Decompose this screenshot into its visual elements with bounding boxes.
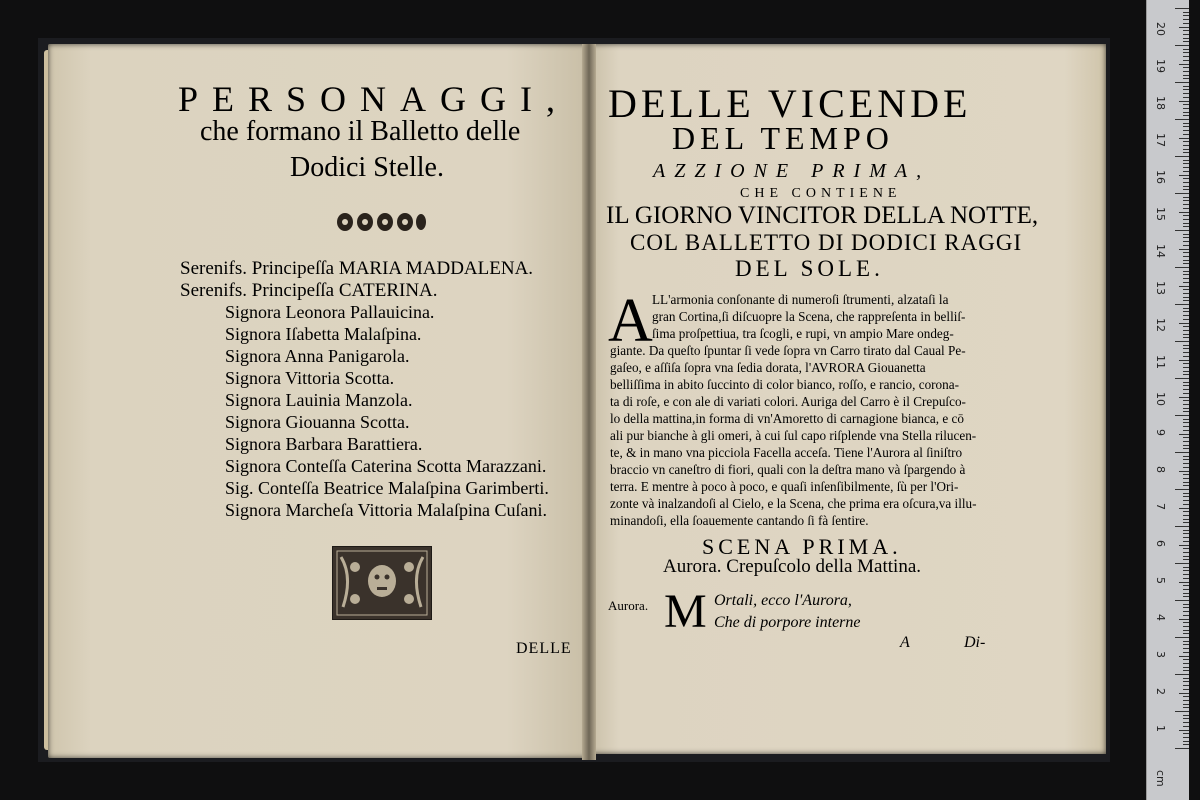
body-line: lo della mattina,in forma di vn'Amoretto di carnagione bianca, e cō <box>610 411 964 426</box>
ruler-tick <box>1183 478 1189 479</box>
ruler-tick <box>1175 45 1189 46</box>
ruler-tick <box>1179 360 1189 361</box>
ruler-tick <box>1183 86 1189 87</box>
ruler-label: 12 <box>1154 318 1167 332</box>
ruler-tick <box>1183 493 1189 494</box>
right-title-line3: AZZIONE PRIMA, <box>653 160 931 182</box>
ruler-tick <box>1183 633 1189 634</box>
ruler-tick <box>1183 667 1189 668</box>
ruler-tick <box>1179 27 1189 28</box>
ruler-tick <box>1183 200 1189 201</box>
ruler-label: 10 <box>1154 392 1167 406</box>
ruler-tick <box>1183 12 1189 13</box>
ruler-tick <box>1183 215 1189 216</box>
ruler-tick <box>1183 696 1189 697</box>
ruler-tick <box>1179 508 1189 509</box>
ruler-tick <box>1183 56 1189 57</box>
ruler-tick <box>1183 223 1189 224</box>
body-line: te, & in mano vna picciola Facella acceſa. Tiene l'Aurora al ſiniſtro <box>610 445 963 460</box>
ruler-tick <box>1175 119 1189 120</box>
ruler-label: 1 <box>1154 725 1167 732</box>
body-line: terra. E mentre à poco à poco, e quaſi inſenſibilmente, ſù per l'Ori- <box>610 479 959 494</box>
ruler-tick <box>1183 389 1189 390</box>
ruler-tick <box>1183 437 1189 438</box>
ruler-tick <box>1183 400 1189 401</box>
body-line: zonte và inalzandoſi al Cielo, e la Scena, che prima era oſcura,va illu- <box>610 496 977 511</box>
ruler-tick <box>1179 101 1189 102</box>
ruler-unit: cm <box>1154 770 1167 787</box>
ruler-tick <box>1183 556 1189 557</box>
ruler-label: 8 <box>1154 466 1167 473</box>
ruler-tick <box>1179 323 1189 324</box>
ruler-tick <box>1183 97 1189 98</box>
ruler-tick <box>1183 75 1189 76</box>
ruler-tick <box>1183 282 1189 283</box>
character-line: Signora Vittoria Scotta. <box>225 368 395 388</box>
ruler-tick <box>1183 482 1189 483</box>
ruler-tick <box>1183 445 1189 446</box>
ruler-tick <box>1183 167 1189 168</box>
ruler-tick <box>1183 393 1189 394</box>
ruler-tick <box>1183 30 1189 31</box>
ruler-tick <box>1183 141 1189 142</box>
scene-heading: SCENA PRIMA. <box>702 534 902 559</box>
ruler-tick <box>1183 178 1189 179</box>
ruler-tick <box>1183 319 1189 320</box>
ruler-tick <box>1183 548 1189 549</box>
ruler-tick <box>1183 744 1189 745</box>
ruler-tick <box>1183 741 1189 742</box>
ruler-tick <box>1183 78 1189 79</box>
ruler-tick <box>1183 585 1189 586</box>
ruler-tick <box>1183 404 1189 405</box>
ruler-tick <box>1183 352 1189 353</box>
ruler-label: 18 <box>1154 96 1167 110</box>
character-line: Signora Iſabetta Malaſpina. <box>225 324 422 344</box>
ruler-tick <box>1179 397 1189 398</box>
ruler-tick <box>1183 374 1189 375</box>
ruler-tick <box>1183 474 1189 475</box>
ruler-tick <box>1183 171 1189 172</box>
ruler-tick <box>1183 337 1189 338</box>
ruler-tick <box>1179 249 1189 250</box>
ruler-tick <box>1175 304 1189 305</box>
ruler-tick <box>1183 630 1189 631</box>
ruler-tick <box>1183 108 1189 109</box>
ruler-tick <box>1183 648 1189 649</box>
character-line: Signora Marcheſa Vittoria Malaſpina Cuſani. <box>225 500 548 520</box>
ruler-tick <box>1183 641 1189 642</box>
ruler-tick <box>1183 593 1189 594</box>
ruler-tick <box>1183 663 1189 664</box>
right-title-line6: COL BALLETTO DI DODICI RAGGI <box>630 230 1023 255</box>
ruler-tick <box>1183 456 1189 457</box>
ruler-tick <box>1183 652 1189 653</box>
ruler-tick <box>1183 496 1189 497</box>
ruler-tick <box>1183 356 1189 357</box>
ruler-tick <box>1183 504 1189 505</box>
verse-initial: M <box>664 585 707 638</box>
ruler-tick <box>1179 471 1189 472</box>
left-title-line1: PERSONAGGI, <box>178 79 570 119</box>
measurement-ruler <box>1146 0 1189 800</box>
ruler-tick <box>1183 234 1189 235</box>
ruler-label: 14 <box>1154 244 1167 258</box>
ruler-tick <box>1175 711 1189 712</box>
ruler-tick <box>1179 730 1189 731</box>
ruler-label: 19 <box>1154 59 1167 73</box>
ruler-label: 3 <box>1154 651 1167 658</box>
ruler-tick <box>1183 408 1189 409</box>
ruler-tick <box>1183 681 1189 682</box>
body-line: belliſſima in abito ſuccinto di color bianco, roſſo, e rancio, corona- <box>610 377 959 392</box>
character-line: Signora Leonora Pallauicina. <box>225 302 435 322</box>
ruler-tick <box>1175 156 1189 157</box>
ruler-tick <box>1183 363 1189 364</box>
ruler-tick <box>1183 19 1189 20</box>
ruler-tick <box>1183 596 1189 597</box>
ruler-tick <box>1179 212 1189 213</box>
right-catchword: A <box>900 634 910 651</box>
ruler-tick <box>1183 252 1189 253</box>
body-line: minandoſi, ella ſoauemente cantando ſi fà ſentire. <box>610 513 869 528</box>
ruler-label: 7 <box>1154 503 1167 510</box>
ruler-label: 17 <box>1154 133 1167 147</box>
ruler-tick <box>1183 371 1189 372</box>
ruler-tick <box>1183 89 1189 90</box>
ruler-tick <box>1183 737 1189 738</box>
ruler-tick <box>1183 615 1189 616</box>
ruler-tick <box>1175 563 1189 564</box>
ruler-tick <box>1183 611 1189 612</box>
body-line: ſima proſpettiua, tra ſcogli, e rupi, vn ampio Mare ondeg- <box>652 326 954 341</box>
ruler-tick <box>1183 237 1189 238</box>
ruler-tick <box>1179 693 1189 694</box>
ruler-label: 16 <box>1154 170 1167 184</box>
ruler-tick <box>1183 463 1189 464</box>
ruler-tick <box>1183 522 1189 523</box>
ruler-tick <box>1183 467 1189 468</box>
ruler-tick <box>1183 330 1189 331</box>
ruler-tick <box>1183 500 1189 501</box>
ruler-tick <box>1183 515 1189 516</box>
body-line: LL'armonia conſonante di numeroſi ſtrumenti, alzataſi la <box>652 292 949 307</box>
ruler-label: 9 <box>1154 429 1167 436</box>
ruler-tick <box>1183 367 1189 368</box>
ruler-tick <box>1183 186 1189 187</box>
ruler-tick <box>1183 626 1189 627</box>
character-line: Serenifs. Principeſſa CATERINA. <box>180 280 438 301</box>
drop-cap-initial: A <box>608 287 653 355</box>
right-catchword: Di- <box>964 634 986 651</box>
ruler-tick <box>1183 34 1189 35</box>
body-line: gran Cortina,ſi diſcuopre la Scena, che rappreſenta in belliſ- <box>652 309 966 324</box>
ruler-tick <box>1183 130 1189 131</box>
ruler-tick <box>1183 208 1189 209</box>
ruler-tick <box>1183 134 1189 135</box>
ruler-tick <box>1183 644 1189 645</box>
ruler-label: 13 <box>1154 281 1167 295</box>
ruler-tick <box>1183 385 1189 386</box>
ruler-tick <box>1183 622 1189 623</box>
ruler-tick <box>1175 82 1189 83</box>
ruler-tick <box>1183 112 1189 113</box>
ruler-tick <box>1179 434 1189 435</box>
ruler-tick <box>1175 748 1189 749</box>
ruler-tick <box>1183 297 1189 298</box>
ruler-tick <box>1175 415 1189 416</box>
ruler-tick <box>1183 293 1189 294</box>
ruler-tick <box>1183 533 1189 534</box>
left-title-line2: che formano il Balletto delle <box>200 116 521 147</box>
ruler-tick <box>1175 637 1189 638</box>
ruler-tick <box>1183 485 1189 486</box>
ruler-tick <box>1183 726 1189 727</box>
ruler-tick <box>1183 274 1189 275</box>
ruler-tick <box>1175 600 1189 601</box>
ruler-tick <box>1183 722 1189 723</box>
woodcut-mask-ornament <box>332 546 432 620</box>
left-title-line3: Dodici Stelle. <box>290 152 444 183</box>
ruler-label: 5 <box>1154 577 1167 584</box>
ruler-tick <box>1175 378 1189 379</box>
ruler-tick <box>1183 308 1189 309</box>
ruler-tick <box>1183 126 1189 127</box>
character-line: Signora Conteſſa Caterina Scotta Marazzani. <box>225 456 547 476</box>
ruler-tick <box>1183 345 1189 346</box>
ruler-tick <box>1179 175 1189 176</box>
ruler-tick <box>1183 263 1189 264</box>
ruler-tick <box>1179 545 1189 546</box>
ruler-tick <box>1183 189 1189 190</box>
right-title-line4: CHE CONTIENE <box>740 186 902 201</box>
ruler-tick <box>1179 138 1189 139</box>
book-gutter <box>582 44 596 760</box>
ruler-tick <box>1183 718 1189 719</box>
verse-line: Che di porpore interne <box>714 614 861 631</box>
scene-characters: Aurora. Crepuſcolo della Mattina. <box>663 556 922 577</box>
ruler-label: 15 <box>1154 207 1167 221</box>
ruler-tick <box>1175 8 1189 9</box>
ruler-tick <box>1183 71 1189 72</box>
right-title-line7: DEL SOLE. <box>735 256 884 281</box>
ruler-tick <box>1179 64 1189 65</box>
ruler-label: 11 <box>1154 355 1167 369</box>
ruler-tick <box>1183 15 1189 16</box>
character-line: Serenifs. Principeſſa MARIA MADDALENA. <box>180 258 534 279</box>
ruler-tick <box>1183 511 1189 512</box>
ruler-tick <box>1183 23 1189 24</box>
ruler-tick <box>1183 145 1189 146</box>
body-line: gaſeo, e aſſiſa ſopra vna ſedia dorata, l'AVRORA Giouanetta <box>610 360 926 375</box>
character-line: Sig. Conteſſa Beatrice Malaſpina Garimberti. <box>225 478 549 498</box>
ruler-tick <box>1183 441 1189 442</box>
left-catchword: DELLE <box>516 640 572 657</box>
ruler-tick <box>1183 241 1189 242</box>
ruler-tick <box>1183 537 1189 538</box>
ruler-tick <box>1175 267 1189 268</box>
ruler-tick <box>1183 552 1189 553</box>
ruler-tick <box>1183 448 1189 449</box>
ruler-tick <box>1183 659 1189 660</box>
ruler-tick <box>1183 689 1189 690</box>
body-line: giante. Da queſto ſpuntar ſi vede ſopra vn Carro tirato dal Caual Pe- <box>610 343 966 358</box>
ruler-tick <box>1183 182 1189 183</box>
ruler-tick <box>1183 163 1189 164</box>
ruler-tick <box>1183 670 1189 671</box>
ruler-tick <box>1179 619 1189 620</box>
ruler-tick <box>1183 530 1189 531</box>
ruler-tick <box>1183 574 1189 575</box>
ruler-tick <box>1183 278 1189 279</box>
ruler-tick <box>1183 300 1189 301</box>
character-line: Signora Lauinia Manzola. <box>225 390 413 410</box>
ruler-tick <box>1183 419 1189 420</box>
ruler-tick <box>1183 685 1189 686</box>
character-line: Signora Anna Panigarola. <box>225 346 410 366</box>
ruler-tick <box>1183 49 1189 50</box>
ruler-tick <box>1183 315 1189 316</box>
ruler-tick <box>1175 674 1189 675</box>
ruler-tick <box>1183 426 1189 427</box>
ruler-tick <box>1183 700 1189 701</box>
ruler-tick <box>1183 256 1189 257</box>
ruler-tick <box>1183 219 1189 220</box>
ruler-tick <box>1183 430 1189 431</box>
ruler-tick <box>1183 382 1189 383</box>
ruler-tick <box>1183 704 1189 705</box>
ruler-tick <box>1183 123 1189 124</box>
ruler-tick <box>1183 115 1189 116</box>
ruler-tick <box>1183 260 1189 261</box>
ruler-tick <box>1183 149 1189 150</box>
verse-line: Ortali, ecco l'Aurora, <box>714 592 852 609</box>
ruler-tick <box>1183 204 1189 205</box>
ruler-tick <box>1183 411 1189 412</box>
ruler-tick <box>1183 52 1189 53</box>
character-line: Signora Barbara Barattiera. <box>225 434 423 454</box>
ruler-tick <box>1179 286 1189 287</box>
ruler-tick <box>1183 589 1189 590</box>
ruler-tick <box>1183 311 1189 312</box>
ruler-tick <box>1183 326 1189 327</box>
speaker-label: Aurora. <box>608 598 649 613</box>
ruler-tick <box>1183 733 1189 734</box>
ruler-label: 6 <box>1154 540 1167 547</box>
ruler-tick <box>1183 152 1189 153</box>
ruler-tick <box>1183 41 1189 42</box>
ruler-tick <box>1175 452 1189 453</box>
ruler-tick <box>1183 559 1189 560</box>
ruler-tick <box>1183 604 1189 605</box>
ruler-tick <box>1183 570 1189 571</box>
body-line: ta di roſe, e con ale di variati colori. Auriga del Carro è il Crepuſco- <box>610 394 966 409</box>
fleuron-ornament <box>335 208 427 236</box>
ruler-tick <box>1183 678 1189 679</box>
ruler-tick <box>1175 526 1189 527</box>
ruler-tick <box>1183 567 1189 568</box>
right-title-line2: DEL TEMPO <box>672 120 894 156</box>
ruler-tick <box>1183 541 1189 542</box>
ruler-tick <box>1179 582 1189 583</box>
ruler-tick <box>1183 422 1189 423</box>
ruler-tick <box>1175 341 1189 342</box>
ruler-tick <box>1183 104 1189 105</box>
ruler-tick <box>1183 160 1189 161</box>
ruler-label: 4 <box>1154 614 1167 621</box>
ruler-tick <box>1175 193 1189 194</box>
ruler-tick <box>1183 607 1189 608</box>
ruler-tick <box>1183 271 1189 272</box>
ruler-tick <box>1183 60 1189 61</box>
ruler-tick <box>1175 489 1189 490</box>
ruler-tick <box>1179 656 1189 657</box>
ruler-tick <box>1183 38 1189 39</box>
ruler-tick <box>1183 226 1189 227</box>
ruler-tick <box>1183 197 1189 198</box>
right-title-line5: IL GIORNO VINCITOR DELLA NOTTE, <box>606 202 1039 229</box>
ruler-tick <box>1183 707 1189 708</box>
ruler-tick <box>1183 245 1189 246</box>
ruler-tick <box>1183 334 1189 335</box>
body-line: ali pur bianche à gli omeri, à cui ſul capo riſplende vna Stella rilucen- <box>610 428 977 443</box>
body-line: braccio vn caneſtro di fiori, quali con la deſtra mano và ſpargendo à <box>610 462 966 477</box>
ruler-tick <box>1183 715 1189 716</box>
right-title-line1: DELLE VICENDE <box>608 81 972 126</box>
ruler-tick <box>1183 519 1189 520</box>
character-line: Signora Giouanna Scotta. <box>225 412 410 432</box>
ruler-label: 20 <box>1154 22 1167 36</box>
ruler-tick <box>1183 348 1189 349</box>
ruler-tick <box>1183 289 1189 290</box>
ruler-tick <box>1175 230 1189 231</box>
ruler-label: 2 <box>1154 688 1167 695</box>
ruler-tick <box>1183 578 1189 579</box>
ruler-tick <box>1183 459 1189 460</box>
ruler-tick <box>1183 93 1189 94</box>
ruler-tick <box>1183 67 1189 68</box>
